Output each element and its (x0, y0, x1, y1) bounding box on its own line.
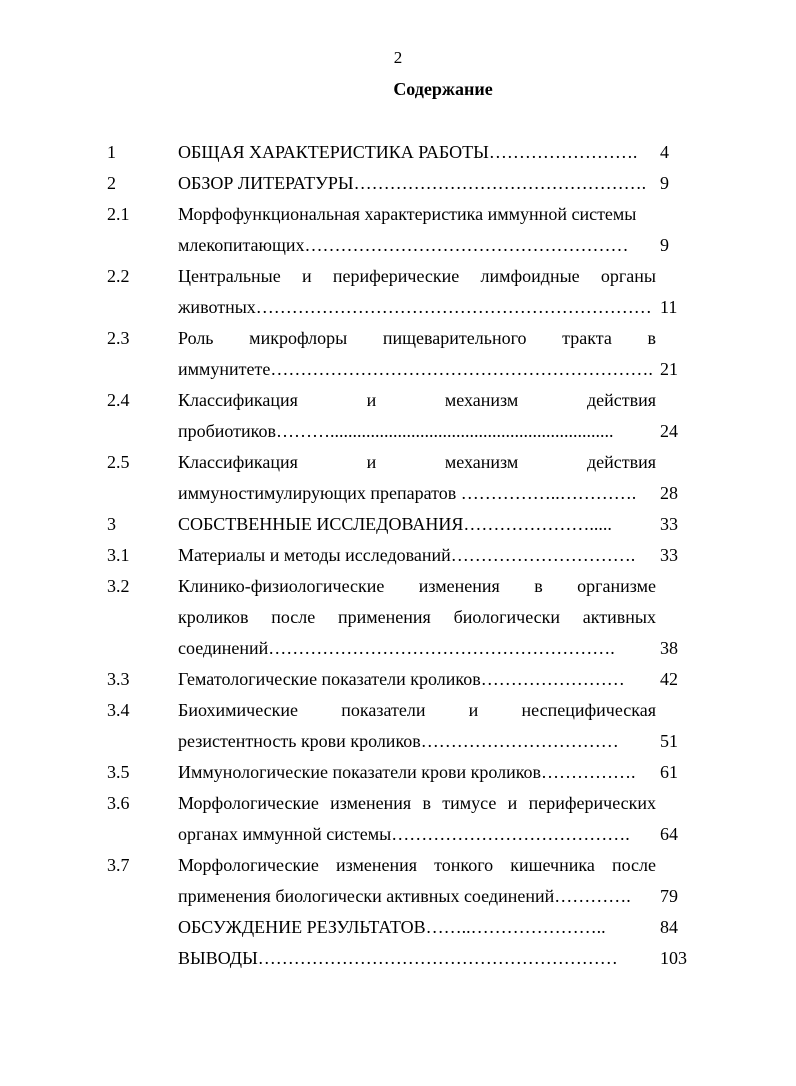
toc-entry-title: иммунитете………………………………………………………. (178, 359, 653, 379)
toc-entry-number: 3.3 (107, 669, 130, 689)
toc-entry-page: 79 (660, 886, 678, 906)
toc-entry-page: 33 (660, 545, 678, 565)
toc-entry-page: 51 (660, 731, 678, 751)
toc-entry-title: Иммунологические показатели крови кроликов……………. (178, 762, 636, 782)
toc-entry-page: 42 (660, 669, 678, 689)
toc-entry-page: 38 (660, 638, 678, 658)
toc-entry-title: ОБЗОР ЛИТЕРАТУРЫ…………………………………………. (178, 173, 647, 193)
toc-entry-title: применения биологически активных соединений…………. (178, 886, 631, 906)
toc-entry-number: 3 (107, 514, 116, 534)
toc-entry-title: Клинико-физиологические изменения в организме (178, 576, 656, 596)
toc-entry-title: органах иммунной системы…………………………………. (178, 824, 630, 844)
toc-entry-number: 2.1 (107, 204, 130, 224)
toc-entry-number: 2.2 (107, 266, 130, 286)
toc-entry-title: соединений…………………………………………………. (178, 638, 615, 658)
toc-entry-title: ОБСУЖДЕНИЕ РЕЗУЛЬТАТОВ……..………………….. (178, 917, 606, 937)
toc-entry-title: ВЫВОДЫ…………………………………………………… (178, 948, 618, 968)
toc-entry-title: Биохимические показатели и неспецифическая (178, 700, 656, 720)
toc-entry-title: Гематологические показатели кроликов…………………… (178, 669, 625, 689)
toc-entry-page: 24 (660, 421, 678, 441)
toc-entry-title: Центральные и периферические лимфоидные органы (178, 266, 656, 286)
toc-entry-page: 9 (660, 235, 669, 255)
toc-entry-page: 21 (660, 359, 678, 379)
toc-entry-page: 64 (660, 824, 678, 844)
toc-entry-title: Классификация и механизм действия (178, 390, 656, 410)
toc-entry-title: Роль микрофлоры пищеварительного тракта в (178, 328, 656, 348)
toc-entry-page: 33 (660, 514, 678, 534)
toc-entry-number: 2.4 (107, 390, 130, 410)
toc-entry-title: СОБСТВЕННЫЕ ИССЛЕДОВАНИЯ…………………..... (178, 514, 612, 534)
toc-entry-title: Морфологические изменения в тимусе и периферических (178, 793, 656, 813)
toc-entry-title: Классификация и механизм действия (178, 452, 656, 472)
toc-entry-page: 28 (660, 483, 678, 503)
toc-entry-title: пробиотиков………............................................................... (178, 421, 614, 441)
toc-entry-page: 103 (660, 948, 687, 968)
toc-entry-page: 61 (660, 762, 678, 782)
toc-entry-title: кроликов после применения биологически активных (178, 607, 656, 627)
page-title: Содержание (393, 79, 493, 99)
toc-entry-title: иммуностимулирующих препаратов ……………..…………. (178, 483, 637, 503)
toc-entry-title: Материалы и методы исследований…………………………. (178, 545, 636, 565)
toc-entry-number: 3.1 (107, 545, 130, 565)
toc-entry-page: 11 (660, 297, 678, 317)
toc-entry-number: 3.2 (107, 576, 130, 596)
toc-entry-number: 3.6 (107, 793, 130, 813)
toc-entry-number: 3.5 (107, 762, 130, 782)
toc-entry-title: резистентность крови кроликов…………………………… (178, 731, 619, 751)
toc-entry-number: 3.7 (107, 855, 130, 875)
toc-entry-title: Морфологические изменения тонкого кишечника после (178, 855, 656, 875)
toc-entry-number (107, 946, 167, 970)
toc-entry-page: 9 (660, 173, 669, 193)
toc-entry-page: 84 (660, 917, 678, 937)
toc-entry-title: млекопитающих……………………………………………… (178, 235, 629, 255)
toc-entry-title: животных………………………………………………………… (178, 297, 652, 317)
toc-entry-title: Морфофункциональная характеристика иммунной системы (178, 204, 637, 224)
toc-entry-number: 2.3 (107, 328, 130, 348)
toc-entry-page: 4 (660, 142, 669, 162)
toc-entry-number: 2.5 (107, 452, 130, 472)
toc-entry-number: 3.4 (107, 700, 130, 720)
toc-entry-number: 1 (107, 142, 116, 162)
page-number: 2 (393, 48, 403, 67)
toc-entry-title: ОБЩАЯ ХАРАКТЕРИСТИКА РАБОТЫ……………………. (178, 142, 638, 162)
toc-entry-number: 2 (107, 173, 116, 193)
toc-entry-number (107, 915, 167, 939)
